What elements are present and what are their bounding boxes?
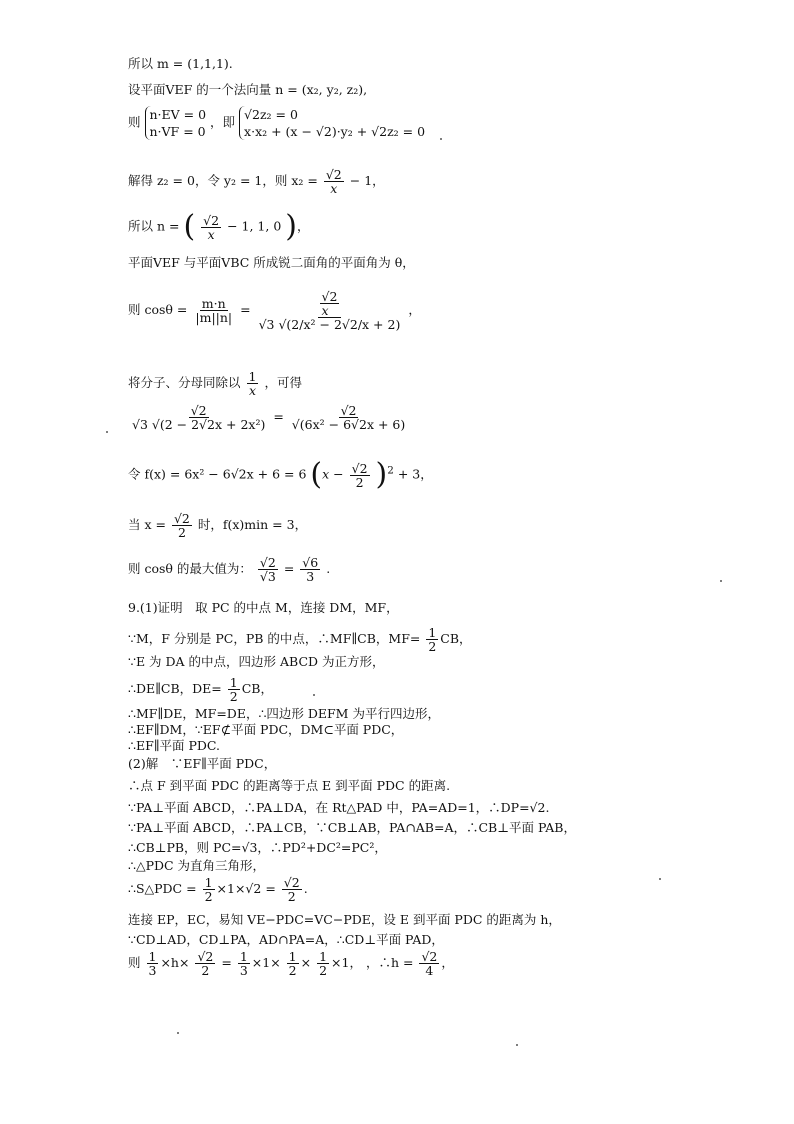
line-6: 平面VEF 与平面VBC 所成锐二面角的平面角为 θ， (128, 255, 415, 270)
line-12: 则 cosθ 的最大值为： $\frac{√2}{√3}$ = $\frac{√6}{3}$ . (128, 555, 331, 584)
scan-speck (313, 694, 315, 696)
scan-speck (106, 431, 108, 433)
scan-speck (659, 878, 661, 880)
line-5: 所以 n = ( $\frac{√2}{x}$ − 1, 1, 0 )， (128, 209, 310, 244)
line-17: ∴MF∥DE，MF=DE，∴四边形 DEFM 为平行四边形， (128, 706, 440, 721)
system-right: √2z₂ = 0 x·x₂ + (x − √2)·y₂ + √2z₂ = 0 (239, 106, 425, 140)
line-4: 解得 z₂ = 0，令 y₂ = 1，则 x₂ = $\frac{√2}{x}$ − 1， (128, 167, 385, 196)
line-26: ∴S△PDC = $\frac{1}{2}$ ×1×√2 = $\frac{√2}{2}$ . (128, 875, 308, 904)
system-left: n·EV = 0 n·VF = 0 (145, 106, 207, 140)
line-24: ∴CB⊥PB，则 PC=√3，∴PD²+DC²=PC²， (128, 840, 387, 855)
line-8: 将分子、分母同除以 $\frac{1}{x}$ ，可得 (128, 369, 302, 398)
line-19: ∴EF∥平面 PDC. (128, 738, 221, 753)
line-14: ∵M，F 分别是 PC，PB 的中点，∴MF∥CB，MF= $\frac{1}{2}$ CB， (128, 625, 472, 654)
line-21: ∴点 F 到平面 PDC 的距离等于点 E 到平面 PDC 的距离. (128, 778, 451, 793)
line-15: ∵E 为 DA 的中点，四边形 ABCD 为正方形， (128, 654, 385, 669)
line-10: 令 f(x) = 6x² − 6√2x + 6 = 6 (x − $\frac{√2}{2}$ )$^2$ + 3， (128, 457, 433, 492)
line-23: ∵PA⊥平面 ABCD，∴PA⊥CB，∵CB⊥AB，PA∩AB=A，∴CB⊥平面 PAB， (128, 820, 576, 835)
line-11: 当 x = $\frac{√2}{2}$ 时，f(x)min = 3， (128, 511, 308, 540)
line-13: 9.(1)证明 取 PC 的中点 M，连接 DM，MF， (128, 600, 399, 615)
line-2: 设平面VEF 的一个法向量 n = (x₂, y₂, z₂), (128, 82, 368, 97)
line-20: (2)解 ∵EF∥平面 PDC， (128, 756, 277, 771)
scan-speck (177, 1032, 179, 1034)
line-3-system: 则 n·EV = 0 n·VF = 0 ，即 √2z₂ = 0 x·x₂ + (x − √2)·y₂ + √2z₂ = 0 (128, 107, 426, 139)
line-18: ∴EF∥DM，∵EF⊄平面 PDC，DM⊂平面 PDC， (128, 722, 404, 737)
line-28: ∵CD⊥AD，CD⊥PA，AD∩PA=A，∴CD⊥平面 PAD， (128, 932, 444, 947)
line-7-cos: 则 cosθ = $\frac{m\cdot n}{|m||n|}$ = √2 x √3 √(2/x² − 2√2/x + 2) ， (128, 289, 421, 332)
scan-speck (440, 138, 442, 140)
line-27: 连接 EP，EC，易知 VE−PDC=VC−PDE，设 E 到平面 PDC 的距离为 h， (128, 912, 561, 927)
scan-speck (720, 580, 722, 582)
line-16: ∴DE∥CB，DE= $\frac{1}{2}$ CB， (128, 675, 273, 704)
line-29: 则 $\frac{1}{3}$ ×h× $\frac{√2}{2}$ = $\frac{1}{3}$ ×1× $\frac{1}{2}$ × $\frac{1}{2}$ ×1， ，∴h = $\frac{√2}{4}$ ， (128, 949, 454, 978)
scan-speck (516, 1044, 518, 1046)
line-22: ∵PA⊥平面 ABCD，∴PA⊥DA，在 Rt△PAD 中，PA=AD=1，∴DP=√2. (128, 800, 550, 815)
line-1: 所以 m = (1,1,1). (128, 56, 233, 71)
line-9: $\frac{√2}{\text{√3 √(2 − 2√2x + 2x²)}}$ = $\frac{√2}{\text{√(6x² − 6√2x + 6)}}$ (132, 403, 406, 432)
line-25: ∴△PDC 为直角三角形， (128, 858, 266, 873)
